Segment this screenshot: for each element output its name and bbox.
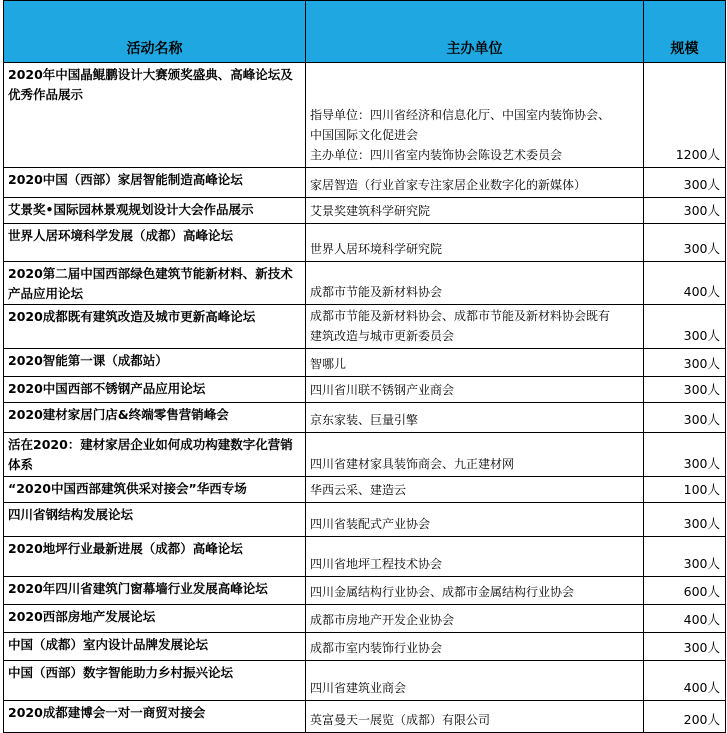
organizer-cell[interactable] [306, 503, 644, 537]
organizer-cell[interactable] [306, 305, 644, 349]
table-row [4, 198, 726, 224]
scale-cell[interactable]: 300人 [644, 224, 726, 262]
table-row [4, 224, 726, 262]
scale-cell[interactable]: 600人 [644, 577, 726, 605]
scale-cell[interactable]: 300人 [644, 198, 726, 224]
table-row [4, 503, 726, 537]
table-row [4, 262, 726, 305]
table-row [4, 168, 726, 198]
activity-name-cell[interactable]: “2020中国西部建筑供采对接会”华西专场 [4, 477, 306, 503]
activity-name-cell[interactable]: 2020西部房地产发展论坛 [4, 605, 306, 633]
organizer-line: 四川省装配式产业协会 [310, 517, 431, 531]
scale-cell[interactable]: 300人 [644, 305, 726, 349]
organizer-cell[interactable] [306, 605, 644, 633]
organizer-cell[interactable] [306, 633, 644, 661]
organizer-line: 智哪儿 [310, 357, 347, 371]
activity-name-cell[interactable]: 2020地坪行业最新进展（成都）高峰论坛 [4, 537, 306, 577]
organizer-cell[interactable] [306, 262, 644, 305]
events-table [3, 0, 726, 733]
activity-name-cell[interactable]: 2020第二届中国西部绿色建筑节能新材料、新技术产品应用论坛 [4, 262, 306, 305]
activity-name-cell[interactable]: 艾景奖•国际园林景观规划设计大会作品展示 [4, 198, 306, 224]
scale-cell[interactable]: 400人 [644, 605, 726, 633]
table-row [4, 377, 726, 403]
organizer-cell[interactable] [306, 477, 644, 503]
activity-name-cell[interactable]: 世界人居环境科学发展（成都）高峰论坛 [4, 224, 306, 262]
scale-cell[interactable]: 1200人 [644, 63, 726, 168]
header-scale[interactable]: 规模 [644, 1, 726, 63]
organizer-line: 英富曼天一展览（成都）有限公司 [310, 713, 491, 727]
organizer-cell[interactable] [306, 537, 644, 577]
organizer-cell[interactable] [306, 349, 644, 377]
organizer-line: 四川省川联不锈钢产业商会 [310, 383, 455, 397]
organizer-cell[interactable] [306, 433, 644, 477]
activity-name-cell[interactable]: 2020中国（西部）家居智能制造高峰论坛 [4, 168, 306, 198]
organizer-line: 家居智造（行业首家专注家居企业数字化的新媒体） [310, 178, 587, 192]
activity-name-cell[interactable]: 2020成都既有建筑改造及城市更新高峰论坛 [4, 305, 306, 349]
organizer-cell[interactable] [306, 168, 644, 198]
header-activity-name[interactable]: 活动名称 [4, 1, 306, 63]
organizer-line: 建筑改造与城市更新委员会 [310, 329, 455, 343]
activity-name-cell[interactable]: 2020智能第一课（成都站） [4, 349, 306, 377]
activity-name-cell[interactable]: 2020成都建博会一对一商贸对接会 [4, 701, 306, 733]
scale-cell[interactable]: 300人 [644, 377, 726, 403]
organizer-line: 四川省建材家具装饰商会、九正建材网 [310, 457, 515, 471]
organizer-line: 京东家装、巨量引擎 [310, 413, 419, 427]
table-row [4, 305, 726, 349]
scale-cell[interactable]: 300人 [644, 403, 726, 433]
table-row [4, 477, 726, 503]
scale-cell[interactable]: 300人 [644, 433, 726, 477]
organizer-line: 指导单位：四川省经济和信息化厅、中国室内装饰协会、 [310, 108, 611, 122]
organizer-line: 成都市房地产开发企业协会 [310, 613, 455, 627]
organizer-cell[interactable] [306, 224, 644, 262]
scale-cell[interactable]: 300人 [644, 537, 726, 577]
organizer-cell[interactable] [306, 198, 644, 224]
activity-name-cell[interactable]: 2020建材家居门店&终端零售营销峰会 [4, 403, 306, 433]
organizer-line: 世界人居环境科学研究院 [310, 242, 443, 256]
table-row [4, 701, 726, 733]
header-row [4, 1, 726, 63]
table-row [4, 403, 726, 433]
organizer-line: 华西云采、建造云 [310, 483, 407, 497]
organizer-line: 成都市节能及新材料协会、成都市节能及新材料协会既有 [310, 309, 611, 323]
organizer-line: 四川省地坪工程技术协会 [310, 557, 443, 571]
activity-name-cell[interactable]: 四川省钢结构发展论坛 [4, 503, 306, 537]
organizer-cell[interactable] [306, 661, 644, 701]
organizer-line: 主办单位：四川省室内装饰协会陈设艺术委员会 [310, 148, 563, 162]
table-row [4, 433, 726, 477]
activity-name-cell[interactable]: 2020年中国晶鲲鹏设计大赛颁奖盛典、高峰论坛及优秀作品展示 [4, 63, 306, 168]
organizer-cell[interactable] [306, 701, 644, 733]
scale-cell[interactable]: 300人 [644, 503, 726, 537]
organizer-line: 艾景奖建筑科学研究院 [310, 204, 431, 218]
table-row [4, 349, 726, 377]
activity-name-cell[interactable]: 中国（成都）室内设计品牌发展论坛 [4, 633, 306, 661]
scale-cell[interactable]: 200人 [644, 701, 726, 733]
organizer-cell[interactable] [306, 403, 644, 433]
organizer-cell[interactable] [306, 377, 644, 403]
organizer-line: 四川金属结构行业协会、成都市金属结构行业协会 [310, 585, 575, 599]
table-row [4, 63, 726, 168]
scale-cell[interactable]: 100人 [644, 477, 726, 503]
table-row [4, 661, 726, 701]
activity-name-cell[interactable]: 中国（西部）数字智能助力乡村振兴论坛 [4, 661, 306, 701]
activity-name-cell[interactable]: 2020中国西部不锈钢产品应用论坛 [4, 377, 306, 403]
table-row [4, 633, 726, 661]
organizer-cell[interactable] [306, 577, 644, 605]
header-organizer[interactable]: 主办单位 [306, 1, 644, 63]
activity-name-cell[interactable]: 活在2020：建材家居企业如何成功构建数字化营销体系 [4, 433, 306, 477]
organizer-line: 成都市节能及新材料协会 [310, 285, 443, 299]
scale-cell[interactable]: 400人 [644, 262, 726, 305]
scale-cell[interactable]: 400人 [644, 661, 726, 701]
scale-cell[interactable]: 300人 [644, 349, 726, 377]
activity-name-cell[interactable]: 2020年四川省建筑门窗幕墙行业发展高峰论坛 [4, 577, 306, 605]
scale-cell[interactable]: 300人 [644, 168, 726, 198]
scale-cell[interactable]: 300人 [644, 633, 726, 661]
table-row [4, 577, 726, 605]
organizer-line: 中国国际文化促进会 [310, 128, 419, 142]
organizer-cell[interactable] [306, 63, 644, 168]
organizer-line: 四川省建筑业商会 [310, 681, 407, 695]
table-row [4, 537, 726, 577]
table-row [4, 605, 726, 633]
organizer-line: 成都市室内装饰行业协会 [310, 641, 443, 655]
